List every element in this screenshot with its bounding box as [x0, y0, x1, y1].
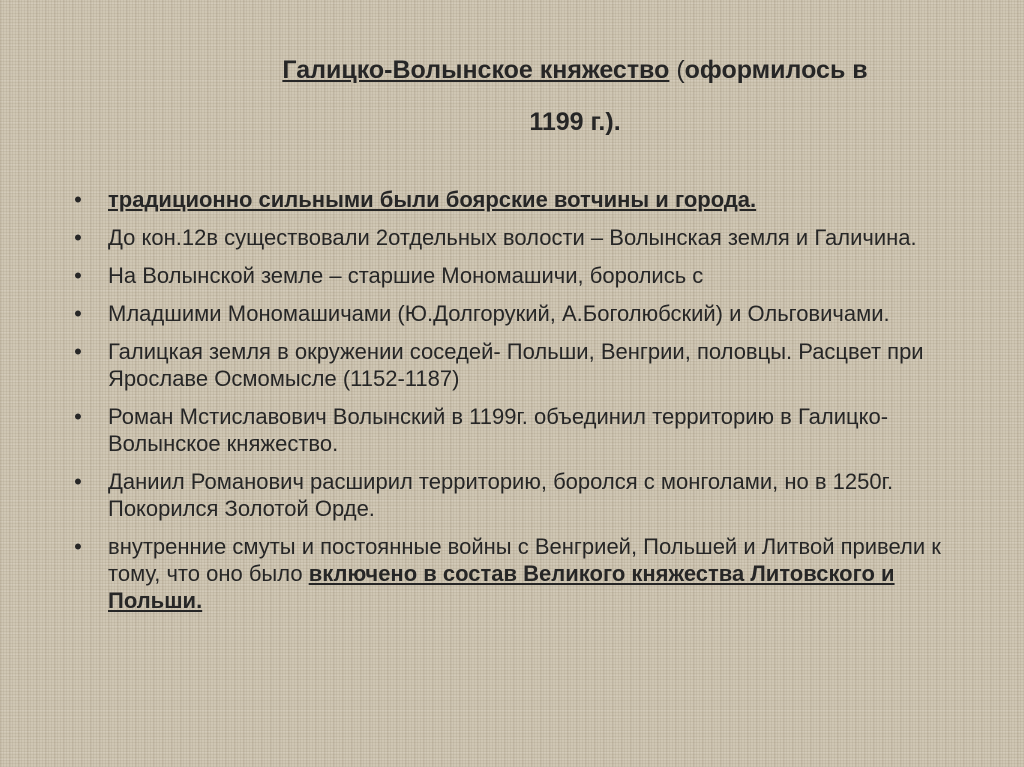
bullet-text: традиционно сильными были боярские вотчины и города.	[108, 187, 757, 212]
bullet-item	[68, 300, 948, 327]
bullet-text: внутренние смуты и постоянные войны с Венгрией, Польшей и Литвой привели к тому, что оно было	[108, 534, 941, 586]
bullet-text: Роман Мстиславович Волынский в 1199г. объединил территорию в Галицко-Волынское княжество.	[108, 404, 889, 456]
bullet-dot-icon: •	[74, 301, 82, 326]
bullet-text: На Волынской земле – старшие Мономашичи, боролись с	[108, 263, 704, 288]
bullet-item	[68, 186, 948, 213]
title-paren: (	[669, 56, 685, 84]
bullet-text-emphasis: включено в состав Великого княжества Литовского и Польши.	[108, 561, 895, 613]
bullet-item	[68, 262, 948, 289]
bullet-text: До кон.12в существовали 2отдельных волости – Волынская земля и Галичина.	[108, 225, 917, 250]
title-line2: 1199 г.).	[529, 108, 621, 136]
bullet-item	[68, 338, 948, 392]
bullet-item	[68, 403, 948, 457]
bullet-text: Младшими Мономашичами (Ю.Долгорукий, А.Боголюбский) и Ольговичами.	[108, 301, 890, 326]
slide-title	[110, 44, 1024, 148]
title-main: Галицко-Волынское княжество	[282, 56, 670, 84]
bullet-dot-icon: •	[74, 534, 82, 559]
bullet-dot-icon: •	[74, 187, 82, 212]
bullet-dot-icon: •	[74, 339, 82, 364]
bullet-item	[68, 224, 948, 251]
bullet-item	[68, 468, 948, 522]
bullet-dot-icon: •	[74, 469, 82, 494]
bullet-dot-icon: •	[74, 263, 82, 288]
bullet-text: Даниил Романович расширил территорию, боролся с монголами, но в 1250г. Покорился Золотой Орде.	[108, 469, 894, 521]
title-rest: оформилось в	[684, 56, 868, 84]
bullet-item	[68, 533, 948, 614]
bullet-text: Галицкая земля в окружении соседей- Польши, Венгрии, половцы. Расцвет при Ярославе Осмомысле (1152-1187)	[108, 339, 924, 391]
bullet-dot-icon: •	[74, 404, 82, 429]
bullet-list	[68, 186, 948, 625]
bullet-dot-icon: •	[74, 225, 82, 250]
